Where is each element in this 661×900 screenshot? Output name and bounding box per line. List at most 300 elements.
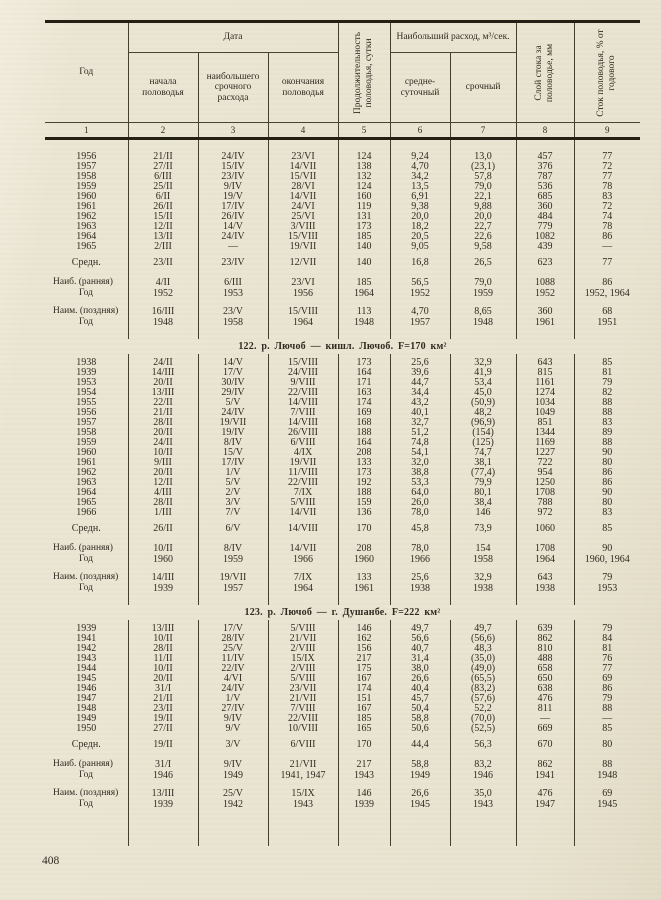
cell: 89	[574, 428, 640, 438]
cell: 20,5	[390, 232, 450, 242]
cell: 3/VIII	[268, 222, 338, 232]
cell: 159	[338, 498, 390, 508]
cell: 31/I	[128, 684, 198, 694]
cell: 74,7	[450, 448, 516, 458]
cell: 6/VIII	[268, 438, 338, 448]
cell	[390, 330, 450, 339]
cell: 38,8	[390, 468, 450, 478]
section-title: 123. р. Лючоб — г. Душанбе. F=222 км²	[244, 606, 441, 618]
cell: 77	[574, 258, 640, 268]
cell: 24/VIII	[268, 368, 338, 378]
cell: 1088 1952	[516, 277, 574, 301]
cell: 208 1960	[338, 543, 390, 567]
cell: 26,6 1945	[390, 788, 450, 812]
extreme-row	[45, 788, 640, 812]
cell: 1964	[76, 231, 97, 242]
mean-row	[45, 740, 640, 750]
cell: 10/II 1960	[128, 543, 198, 567]
cell: 1948	[76, 703, 97, 714]
cell: 44,7	[390, 378, 450, 388]
cell: 28/VI	[268, 182, 338, 192]
cell: 14/VIII	[268, 398, 338, 408]
cell: 52,2	[450, 704, 516, 714]
cell	[516, 534, 574, 543]
cell: 174	[338, 684, 390, 694]
cell: 83,2 1946	[450, 759, 516, 783]
cell: 685	[516, 192, 574, 202]
cell: 376	[516, 162, 574, 172]
cell: 185	[338, 714, 390, 724]
cell: 168	[338, 418, 390, 428]
cell: 669	[516, 724, 574, 734]
cell: 160	[338, 192, 390, 202]
cell: 1959	[76, 181, 97, 192]
cell: Средн.	[71, 257, 101, 268]
col-number: 9	[574, 123, 640, 139]
cell	[198, 596, 268, 605]
cell: 53,4	[450, 378, 516, 388]
spacer-row	[45, 812, 640, 846]
col-number: 4	[268, 123, 338, 139]
cell: 81	[574, 368, 640, 378]
cell: 3/V	[198, 498, 268, 508]
cell: 9/IV	[198, 182, 268, 192]
section-title-row	[45, 605, 640, 620]
cell: 170	[338, 524, 390, 534]
cell: 25/V	[198, 644, 268, 654]
cell	[450, 330, 516, 339]
cell: 19/VII 1957	[198, 572, 268, 596]
cell: 41,9	[450, 368, 516, 378]
cell: 32,9 1938	[450, 572, 516, 596]
cell	[45, 534, 128, 543]
cell: (56,6)	[450, 634, 516, 644]
cell: 10/II	[128, 634, 198, 644]
cell: 1049	[516, 408, 574, 418]
cell: 217	[338, 654, 390, 664]
cell: 7/V	[198, 508, 268, 518]
cell: 45,7	[390, 694, 450, 704]
cell: 27/II	[128, 162, 198, 172]
cell: 24/II	[128, 358, 198, 368]
cell: 74	[574, 212, 640, 222]
cell: 140	[338, 258, 390, 268]
cell: 14/V	[198, 222, 268, 232]
spacer-row	[45, 750, 640, 759]
cell: 9,24	[390, 152, 450, 162]
cell: 76	[574, 654, 640, 664]
cell: 164	[338, 368, 390, 378]
cell	[516, 330, 574, 339]
cell: 38,1	[450, 458, 516, 468]
cell: 64,0	[390, 488, 450, 498]
col-number: 2	[128, 123, 198, 139]
cell: 5/VIII	[268, 498, 338, 508]
cell: 26/VIII	[268, 428, 338, 438]
cell: 12/VII	[268, 258, 338, 268]
cell: Наим. (поздняя) Год	[53, 306, 119, 327]
cell: 1/III	[128, 508, 198, 518]
cell: 4/VI	[198, 674, 268, 684]
cell	[338, 330, 390, 339]
cell: 9,05	[390, 242, 450, 252]
cell: 32,9	[450, 358, 516, 368]
cell: 28/II	[128, 644, 198, 654]
cell: 22,1	[450, 192, 516, 202]
col-number: 1	[45, 123, 128, 139]
cell: (57,6)	[450, 694, 516, 704]
cell: 82	[574, 388, 640, 398]
cell: 815	[516, 368, 574, 378]
cell: —	[574, 242, 640, 252]
cell: 6/III	[128, 172, 198, 182]
cell: 15/IV	[198, 162, 268, 172]
cell: 13/II	[128, 232, 198, 242]
cell: 49,7	[450, 624, 516, 634]
cell	[268, 812, 338, 846]
section-title: 122. р. Лючоб — кишл. Лючоб. F=170 км²	[238, 340, 447, 352]
cell: 24/IV	[198, 408, 268, 418]
cell: 1943	[76, 653, 97, 664]
cell: 8/IV 1959	[198, 543, 268, 567]
cell: 4/II 1952	[128, 277, 198, 301]
cell: 15/VIII	[268, 358, 338, 368]
cell: 31/I 1946	[128, 759, 198, 783]
cell: 9,88	[450, 202, 516, 212]
cell: 650	[516, 674, 574, 684]
cell: 77	[574, 172, 640, 182]
cell: 19/II	[128, 740, 198, 750]
cell	[338, 596, 390, 605]
flood-table	[45, 20, 640, 846]
cell: 124	[338, 152, 390, 162]
cell: Наиб. (ранняя) Год	[53, 543, 113, 564]
cell: 20/II	[128, 378, 198, 388]
cell: 28/IV	[198, 634, 268, 644]
cell	[450, 596, 516, 605]
cell: Средн.	[71, 739, 101, 750]
cell	[128, 268, 198, 277]
cell: 1963	[76, 477, 97, 488]
cell	[338, 139, 390, 153]
cell: 38,4	[450, 498, 516, 508]
cell: 15/VIII	[268, 232, 338, 242]
cell: 56,5 1952	[390, 277, 450, 301]
cell: 136	[338, 508, 390, 518]
cell: 77	[574, 664, 640, 674]
cell: 90 1960, 1964	[574, 543, 640, 567]
cell: 80	[574, 498, 640, 508]
cell	[268, 596, 338, 605]
cell	[516, 812, 574, 846]
cell: 171	[338, 378, 390, 388]
cell	[128, 139, 198, 153]
cell: 1274	[516, 388, 574, 398]
cell: 9/IV 1949	[198, 759, 268, 783]
cell: 80	[574, 458, 640, 468]
cell: 34,2	[390, 172, 450, 182]
cell: 972	[516, 508, 574, 518]
cell	[128, 596, 198, 605]
cell: 7/IX	[268, 488, 338, 498]
cell: 20/II	[128, 428, 198, 438]
cell: 17/V	[198, 624, 268, 634]
cell: 4/III	[128, 488, 198, 498]
cell: 217 1943	[338, 759, 390, 783]
extreme-row	[45, 572, 640, 596]
col-number: 8	[516, 123, 574, 139]
cell: 4,70 1957	[390, 306, 450, 330]
cell: 1034	[516, 398, 574, 408]
cell: 788	[516, 498, 574, 508]
cell: 2/VIII	[268, 644, 338, 654]
cell: 35,0 1943	[450, 788, 516, 812]
spacer-row	[45, 534, 640, 543]
cell: 154 1958	[450, 543, 516, 567]
cell	[574, 534, 640, 543]
cell: 658	[516, 664, 574, 674]
cell: 79,0 1959	[450, 277, 516, 301]
cell: 44,4	[390, 740, 450, 750]
cell: 1708	[516, 488, 574, 498]
table-header	[45, 22, 640, 139]
cell: 133	[338, 458, 390, 468]
cell: 20/II	[128, 468, 198, 478]
cell: 80,1	[450, 488, 516, 498]
cell: 23/II	[128, 258, 198, 268]
cell: 77	[574, 152, 640, 162]
cell	[574, 812, 640, 846]
table-row	[45, 242, 640, 252]
cell: 85	[574, 358, 640, 368]
cell: 13,0	[450, 152, 516, 162]
cell: 133 1961	[338, 572, 390, 596]
cell: 24/VI	[268, 202, 338, 212]
cell: 18,2	[390, 222, 450, 232]
cell: 1941	[76, 633, 97, 644]
cell: 1344	[516, 428, 574, 438]
col-number: 3	[198, 123, 268, 139]
cell: 1965	[76, 241, 97, 252]
spacer-row	[45, 268, 640, 277]
cell: 1939	[76, 367, 97, 378]
cell: 14/VII	[268, 162, 338, 172]
col-header-flood-end: окончания половодья	[268, 53, 338, 123]
cell: 32,0	[390, 458, 450, 468]
cell	[450, 139, 516, 153]
cell: (65,5)	[450, 674, 516, 684]
cell: 1956	[76, 151, 97, 162]
cell: 119	[338, 202, 390, 212]
cell: 1963	[76, 221, 97, 232]
cell: 88	[574, 704, 640, 714]
cell	[268, 750, 338, 759]
cell: 787	[516, 172, 574, 182]
cell: 22,7	[450, 222, 516, 232]
col-header-instantaneous: срочный	[450, 53, 516, 123]
cell: 15/V	[198, 448, 268, 458]
cell: 21/VII	[268, 634, 338, 644]
cell: 38,0	[390, 664, 450, 674]
cell: 4/IX	[268, 448, 338, 458]
cell: 54,1	[390, 448, 450, 458]
cell: 88 1948	[574, 759, 640, 783]
cell	[338, 268, 390, 277]
mean-row	[45, 524, 640, 534]
cell: 14/VIII	[268, 418, 338, 428]
cell: 79	[574, 378, 640, 388]
cell: 5/V	[198, 398, 268, 408]
cell: 86	[574, 684, 640, 694]
cell: 23/II	[128, 704, 198, 714]
cell: 79	[574, 694, 640, 704]
col-number: 5	[338, 123, 390, 139]
cell: 29/IV	[198, 388, 268, 398]
cell: 72	[574, 202, 640, 212]
cell: 69	[574, 674, 640, 684]
cell: 58,8	[390, 714, 450, 724]
cell: 1250	[516, 478, 574, 488]
extreme-row	[45, 306, 640, 330]
cell: 43,2	[390, 398, 450, 408]
cell: 167	[338, 674, 390, 684]
page-number: 408	[42, 855, 60, 867]
cell	[390, 750, 450, 759]
col-group-date: Дата	[128, 22, 338, 53]
col-header-year: Год	[45, 22, 128, 123]
cell: 6/V	[198, 524, 268, 534]
extreme-row	[45, 759, 640, 783]
cell: 21/II	[128, 408, 198, 418]
cell: (154)	[450, 428, 516, 438]
cell: 1060	[516, 524, 574, 534]
cell: 79,0	[450, 182, 516, 192]
cell: 40,4	[390, 684, 450, 694]
cell: 22/VIII	[268, 714, 338, 724]
cell: 1945	[76, 673, 97, 684]
cell: (125)	[450, 438, 516, 448]
cell: 15/II	[128, 212, 198, 222]
cell	[390, 139, 450, 153]
cell: 80	[574, 740, 640, 750]
cell: 32,7	[390, 418, 450, 428]
cell: 9,38	[390, 202, 450, 212]
cell: 173	[338, 222, 390, 232]
cell: 20/II	[128, 674, 198, 684]
cell: 88	[574, 438, 640, 448]
cell: 146	[338, 624, 390, 634]
cell: 15/VII	[268, 172, 338, 182]
cell: 26,6	[390, 674, 450, 684]
cell: (70,0)	[450, 714, 516, 724]
cell: 17/V	[198, 368, 268, 378]
cell	[450, 750, 516, 759]
cell: 11/II	[128, 654, 198, 664]
cell: 639	[516, 624, 574, 634]
cell: 3/V	[198, 740, 268, 750]
cell: 643	[516, 358, 574, 368]
cell: 1/V	[198, 694, 268, 704]
cell	[450, 268, 516, 277]
cell: 146 1939	[338, 788, 390, 812]
cell	[45, 330, 128, 339]
cell: 1954	[76, 387, 97, 398]
cell: 1961	[76, 201, 97, 212]
cell: 13/III	[128, 624, 198, 634]
cell: 40,7	[390, 644, 450, 654]
cell: 79,9	[450, 478, 516, 488]
cell: 83	[574, 418, 640, 428]
extreme-row	[45, 543, 640, 567]
cell: 360 1961	[516, 306, 574, 330]
cell: 12/II	[128, 222, 198, 232]
cell: 69 1945	[574, 788, 640, 812]
cell: (77,4)	[450, 468, 516, 478]
mean-row	[45, 258, 640, 268]
cell: 14/VIII	[268, 524, 338, 534]
cell: 1962	[76, 211, 97, 222]
cell	[574, 750, 640, 759]
cell: 8,65 1948	[450, 306, 516, 330]
cell: 40,1	[390, 408, 450, 418]
cell	[516, 139, 574, 153]
cell: 163	[338, 388, 390, 398]
cell: 17/IV	[198, 458, 268, 468]
cell: 88	[574, 398, 640, 408]
cell: 1169	[516, 438, 574, 448]
cell: 84	[574, 634, 640, 644]
cell: 7/VIII	[268, 704, 338, 714]
cell: 21/II	[128, 694, 198, 704]
cell: 1227	[516, 448, 574, 458]
cell: 86	[574, 232, 640, 242]
cell	[390, 596, 450, 605]
table-body	[45, 139, 640, 847]
cell	[268, 330, 338, 339]
cell: 78,0 1966	[390, 543, 450, 567]
extreme-row	[45, 277, 640, 301]
cell: 78	[574, 222, 640, 232]
cell	[516, 268, 574, 277]
cell: 1962	[76, 467, 97, 478]
cell: 138	[338, 162, 390, 172]
cell: 15/VIII 1964	[268, 306, 338, 330]
cell: 623	[516, 258, 574, 268]
cell: 1959	[76, 437, 97, 448]
cell: 1958	[76, 427, 97, 438]
cell: 6/III 1953	[198, 277, 268, 301]
cell: 68 1951	[574, 306, 640, 330]
cell: 10/II	[128, 448, 198, 458]
cell: 9,58	[450, 242, 516, 252]
cell: 1949	[76, 713, 97, 724]
cell: 23/VI 1956	[268, 277, 338, 301]
cell: 175	[338, 664, 390, 674]
cell: 1/V	[198, 468, 268, 478]
cell: 1938	[76, 357, 97, 368]
cell: 851	[516, 418, 574, 428]
cell: 156	[338, 644, 390, 654]
cell	[268, 268, 338, 277]
spacer-row	[45, 596, 640, 605]
cell: 173	[338, 468, 390, 478]
cell: 536	[516, 182, 574, 192]
cell	[390, 812, 450, 846]
cell: 19/IV	[198, 428, 268, 438]
cell: 14/III 1939	[128, 572, 198, 596]
col-header-runoff-layer	[516, 22, 574, 123]
cell: 1955	[76, 397, 97, 408]
